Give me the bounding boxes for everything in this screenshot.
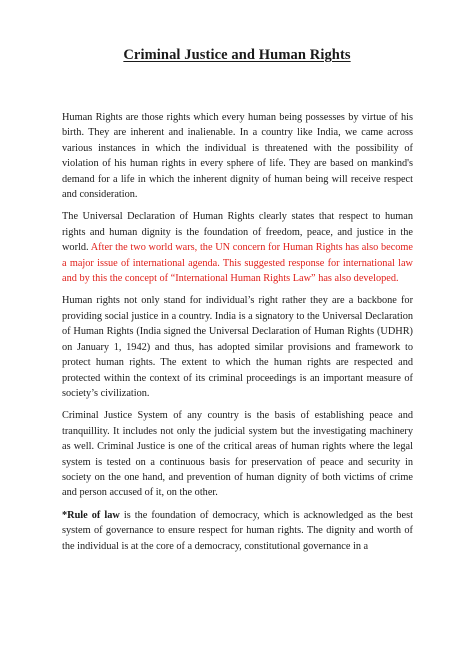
rule-of-law-heading: *Rule of law: [62, 509, 120, 521]
paragraph-criminal-justice-system: Criminal Justice System of any country is the basis of establishing peace and tranquillity. It includes not only the judicial system but the investigating machinery as well. Criminal Justice is one of the critical areas of human rights where the legal system is tested on a continuous basis for preservation of peace and security in society on the one hand, and prevention of human dignity of both victims of crime and person accused of it, on the other.: [62, 410, 413, 499]
document-body: [62, 110, 413, 561]
paragraph-rule-of-law: [62, 508, 413, 554]
paragraph-udhr: [62, 209, 413, 286]
paragraph-udhr-red-text: After the two world wars, the UN concern for Human Rights has also become a major issue of international agenda. This suggested response for international law and by this the concept of “International Human Rights Law” has also developed.: [62, 242, 413, 285]
document-title: Criminal Justice and Human Rights: [123, 47, 351, 63]
paragraph-udhr-text: The Universal Declaration of Human Rights clearly states that respect to human rights and human dignity is the foundation of freedom, peace, and justice in the world.: [62, 211, 413, 254]
rule-of-law-text: is the foundation of democracy, which is acknowledged as the best system of governance to ensure respect for human rights. The dignity and worth of the individual is at the core of a democracy, constitutional governance in a: [62, 509, 413, 552]
paragraph-social-justice: Human rights not only stand for individual’s right rather they are a backbone for providing social justice in a country. India is a signatory to the Universal Declaration of Human Rights (India signed the Universal Declaration of Human Rights (UDHR) on January 1, 1942) and thus, has adopted similar provisions and framework to protect human rights. The extent to which the human rights are respected and protected within the context of its criminal proceedings is an important measure of society’s civilization.: [62, 295, 413, 399]
paragraph-human-rights-intro: Human Rights are those rights which every human being possesses by virtue of his birth. They are inherent and inalienable. In a country like India, we came across various instances in which the individual is threatened with the possibility of violation of his human rights in every sphere of life. They are based on mankind's demand for a life in which the inherent dignity of human being will receive respect and consideration.: [62, 112, 413, 201]
